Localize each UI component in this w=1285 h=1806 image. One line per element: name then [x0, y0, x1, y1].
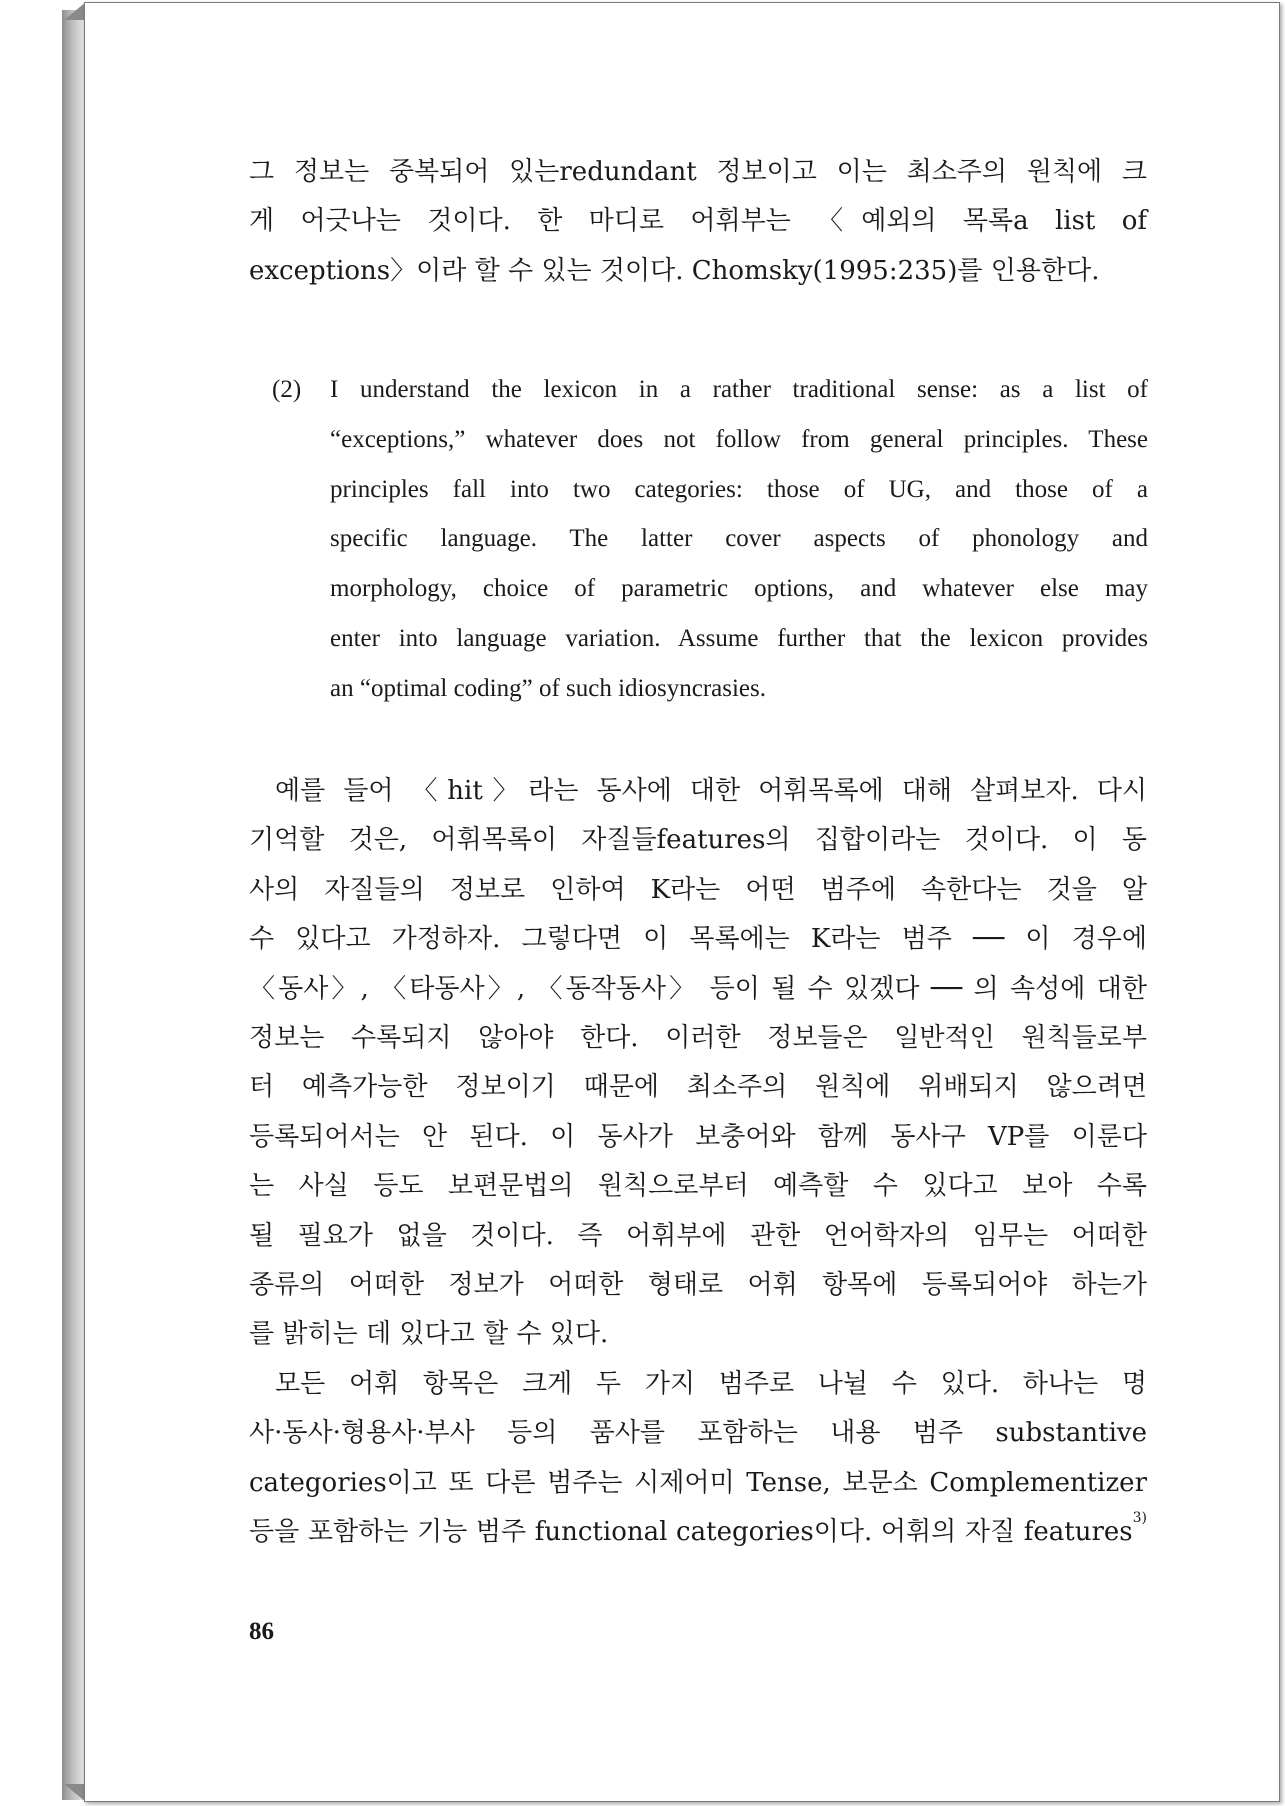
text-line: 사의 자질들의 정보로 인하여 K라는 어떤 범주에 속한다는 것을 알 — [249, 874, 1147, 905]
text-line: 정보는 수록되지 않아야 한다. 이러한 정보들은 일반적인 원칙들로부 — [249, 1022, 1147, 1053]
text-line: 종류의 어떠한 정보가 어떠한 형태로 어휘 항목에 등록되어야 하는가 — [249, 1269, 1147, 1300]
text-line: 기억할 것은, 어휘목록이 자질들features의 집합이라는 것이다. 이 동 — [249, 825, 1147, 856]
page-corner-top — [64, 2, 86, 20]
text-line: 터 예측가능한 정보이기 때문에 최소주의 원칙에 위배되지 않으려면 — [249, 1072, 1147, 1103]
text-line: 사·동사·형용사·부사 등의 품사를 포함하는 내용 범주 substantive — [249, 1418, 1147, 1449]
paragraph-1 — [249, 148, 1147, 296]
page-number: 86 — [249, 1618, 274, 1645]
text-line: 예를 들어 〈hit〉라는 동사에 대한 어휘목록에 대해 살펴보자. 다시 — [275, 776, 1147, 806]
text-line: 〈동사〉, 〈타동사〉, 〈동작동사〉 등이 될 수 있겠다 ── 의 속성에 대한 — [249, 973, 1147, 1004]
quote-line: enter into language variation. Assume further that the lexicon provides — [330, 624, 1148, 652]
paragraph-2 — [249, 767, 1147, 1360]
block-quote — [272, 365, 1148, 714]
text-line: 수 있다고 가정하자. 그렇다면 이 목록에는 K라는 범주 ── 이 경우에 — [249, 924, 1147, 955]
text-line: categories이고 또 다른 범주는 시제어미 Tense, 보문소 Complementizer — [249, 1467, 1147, 1498]
footnote-mark: 3) — [1132, 1510, 1147, 1527]
quote-line: principles fall into two categories: those of UG, and those of a — [330, 475, 1148, 503]
text-line: exceptions〉이라 할 수 있는 것이다. Chomsky(1995:235)를 인용한다. — [249, 255, 1100, 286]
quote-line — [272, 365, 1148, 415]
text-line: 등록되어서는 안 된다. 이 동사가 보충어와 함께 동사구 VP를 이룬다 — [249, 1121, 1147, 1152]
quote-line: morphology, choice of parametric options, and whatever else may — [330, 575, 1148, 603]
quote-number: (2) — [272, 376, 302, 403]
paragraph-3 — [249, 1360, 1147, 1558]
text-line: 는 사실 등도 보편문법의 원칙으로부터 예측할 수 있다고 보아 수록 — [249, 1171, 1147, 1202]
page-corner-bottom — [64, 1784, 86, 1802]
quote-line: specific language. The latter cover aspects of phonology and — [330, 525, 1148, 553]
quote-line: an “optimal coding” of such idiosyncrasies. — [330, 674, 766, 702]
text-line: 게 어긋나는 것이다. 한 마디로 어휘부는 〈예외의 목록a list of — [249, 206, 1147, 237]
quote-text: I understand the lexicon in a rather traditional sense: as a list of — [330, 376, 1148, 403]
text-line: 그 정보는 중복되어 있는redundant 정보이고 이는 최소주의 원칙에 크 — [249, 157, 1147, 187]
quote-line: “exceptions,” whatever does not follow from general principles. These — [330, 425, 1148, 453]
text-line: 모든 어휘 항목은 크게 두 가지 범주로 나뉠 수 있다. 하나는 명 — [275, 1369, 1147, 1399]
text-line — [249, 1508, 1147, 1557]
text-line-content: 등을 포함하는 기능 범주 functional categories이다. 어휘의 자질 features — [249, 1517, 1133, 1548]
text-line: 될 필요가 없을 것이다. 즉 어휘부에 관한 언어학자의 임무는 어떠한 — [249, 1220, 1147, 1251]
text-line: 를 밝히는 데 있다고 할 수 있다. — [249, 1319, 609, 1350]
